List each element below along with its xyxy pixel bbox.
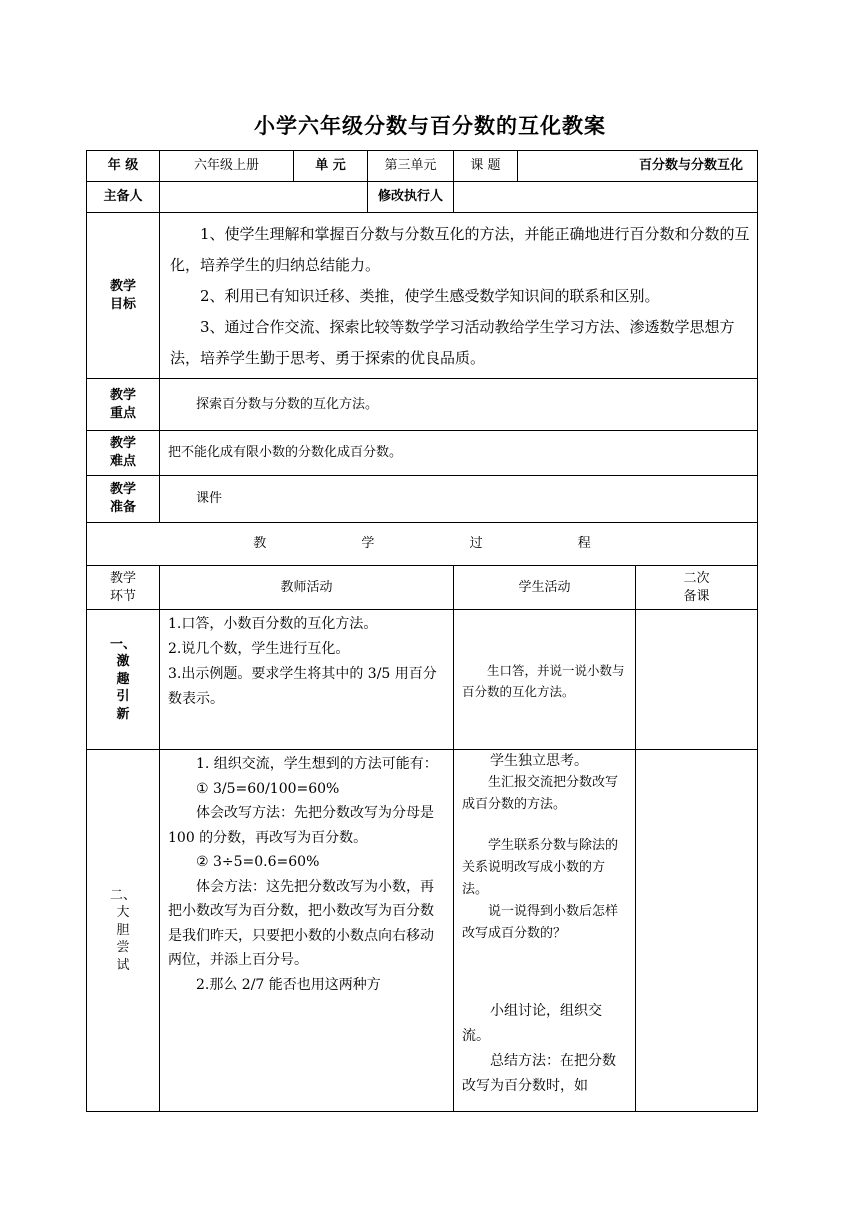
second-prep-cell (636, 610, 758, 750)
difficulty-label (87, 431, 160, 476)
header-row (87, 151, 758, 182)
student-activity-line: 生汇报交流把分数改写成百分数的方法。 (462, 775, 619, 812)
objectives-label-line1: 教学 (109, 278, 136, 294)
second-prep-cell (636, 750, 758, 1112)
objective-item: 3、通过合作交流、探索比较等数学学习活动教给学生学习方法、渗透数学思想方法，培养学生勤于思考、勇于探索的优良品质。 (170, 318, 735, 367)
process-char: 程 (577, 536, 591, 552)
teacher-activity-line: 体会方法：这先把分数改写为小数，再把小数改写为百分数，把小数改写为百分数是我们昨天，只要把小数的小数点向右移动两位，并添上百分号。 (168, 878, 434, 968)
editor-value (454, 182, 758, 213)
difficulty-label-line1: 教学 (109, 436, 136, 452)
stage-char: 新 (116, 706, 130, 722)
grade-label: 年 级 (87, 151, 160, 182)
stage-char: 一、 (109, 636, 136, 652)
teacher-activity-line: 1.口答，小数百分数的互化方法。 (168, 616, 378, 632)
section-row (87, 750, 758, 1112)
objective-item: 1、使学生理解和掌握百分数与分数互化的方法，并能正确地进行百分数和分数的互化，培养学生的归纳总结能力。 (170, 225, 750, 274)
section-stage (87, 750, 160, 1112)
student-activity-line: 总结方法：在把分数改写为百分数时，如 (462, 1053, 616, 1094)
difficulty-row (87, 431, 758, 476)
teacher-activity-line: 体会改写方法：先把分数改写为分母是 100 的分数，再改写为百分数。 (168, 805, 434, 846)
preparation-label-line2: 准备 (109, 500, 136, 515)
key-point-label (87, 379, 160, 431)
stage-char: 趣 (116, 671, 130, 687)
student-activity (454, 750, 636, 1112)
student-activity-line: 学生独立思考。 (490, 753, 588, 769)
student-column-header: 学生活动 (454, 566, 636, 610)
topic-value: 百分数与分数互化 (518, 151, 758, 182)
preparation-label-line1: 教学 (109, 482, 136, 498)
preparer-row (87, 182, 758, 213)
teacher-activity-line: 2.那么 2/7 能否也用这两种方 (196, 976, 381, 993)
difficulty-text: 把不能化成有限小数的分数化成百分数。 (160, 431, 758, 476)
second-prep-column-header (636, 566, 758, 610)
stage-char: 引 (116, 689, 130, 705)
stage-column-header (87, 566, 160, 610)
process-row (87, 523, 758, 566)
stage-char: 胆 (116, 922, 130, 938)
key-point-text: 探索百分数与分数的互化方法。 (160, 379, 758, 431)
preparation-label (87, 476, 160, 523)
student-activity-line: 小组讨论，组织交流。 (462, 1003, 602, 1044)
teacher-activity-line: ② 3÷5=0.6=60% (196, 854, 320, 870)
objective-item: 2、利用已有知识迁移、类推，使学生感受数学知识间的联系和区别。 (200, 287, 660, 305)
stage-header-line2: 环节 (109, 588, 136, 604)
process-char: 学 (361, 536, 375, 552)
student-activity-line: 学生联系分数与除法的关系说明改写成小数的方法。 (462, 838, 619, 897)
unit-value: 第三单元 (368, 151, 454, 182)
student-activity (454, 610, 636, 750)
topic-label: 课 题 (454, 151, 518, 182)
key-point-label-line1: 教学 (109, 387, 136, 403)
stage-header-line1: 教学 (109, 570, 136, 586)
objectives-label-line2: 目标 (109, 296, 136, 312)
editor-label: 修改执行人 (368, 182, 454, 213)
preparation-text: 课件 (160, 476, 758, 523)
preparer-label: 主备人 (87, 182, 160, 213)
difficulty-label-line2: 难点 (109, 454, 136, 469)
preparation-row (87, 476, 758, 523)
column-header-row (87, 566, 758, 610)
document-title: 小学六年级分数与百分数的互化教案 (254, 114, 606, 138)
stage-char: 激 (116, 654, 130, 670)
teacher-activity (160, 610, 454, 750)
key-point-row (87, 379, 758, 431)
grade-value: 六年级上册 (160, 151, 294, 182)
stage-char: 试 (116, 957, 130, 973)
stage-char: 尝 (116, 940, 130, 956)
student-activity-line: 说一说得到小数后怎样改写成百分数的？ (462, 904, 619, 941)
objectives-content (160, 213, 758, 379)
section-stage (87, 610, 160, 750)
key-point-label-line2: 重点 (109, 405, 136, 421)
teacher-activity (160, 750, 454, 1112)
second-header-line2: 备课 (683, 588, 710, 604)
objectives-row (87, 213, 758, 379)
unit-label: 单 元 (294, 151, 368, 182)
stage-char: 大 (116, 905, 130, 921)
lesson-plan-table (86, 150, 758, 1112)
teacher-column-header: 教师活动 (160, 566, 454, 610)
preparer-value (160, 182, 368, 213)
student-activity-line: 生口答，并说一说小数与百分数的互化方法。 (462, 662, 625, 699)
teacher-activity-line: 1. 组织交流，学生想到的方法可能有： (196, 756, 438, 772)
process-char: 教 (253, 536, 267, 552)
objectives-label (87, 213, 160, 379)
process-heading (87, 523, 758, 566)
stage-char: 二、 (109, 887, 136, 903)
teacher-activity-line: ① 3/5=60/100=60% (196, 780, 340, 797)
second-header-line1: 二次 (683, 570, 710, 586)
teacher-activity-line: 3.出示例题。要求学生将其中的 3/5 用百分数表示。 (168, 666, 437, 707)
process-char: 过 (469, 536, 483, 552)
section-row (87, 610, 758, 750)
teacher-activity-line: 2.说几个数，学生进行互化。 (168, 641, 350, 657)
